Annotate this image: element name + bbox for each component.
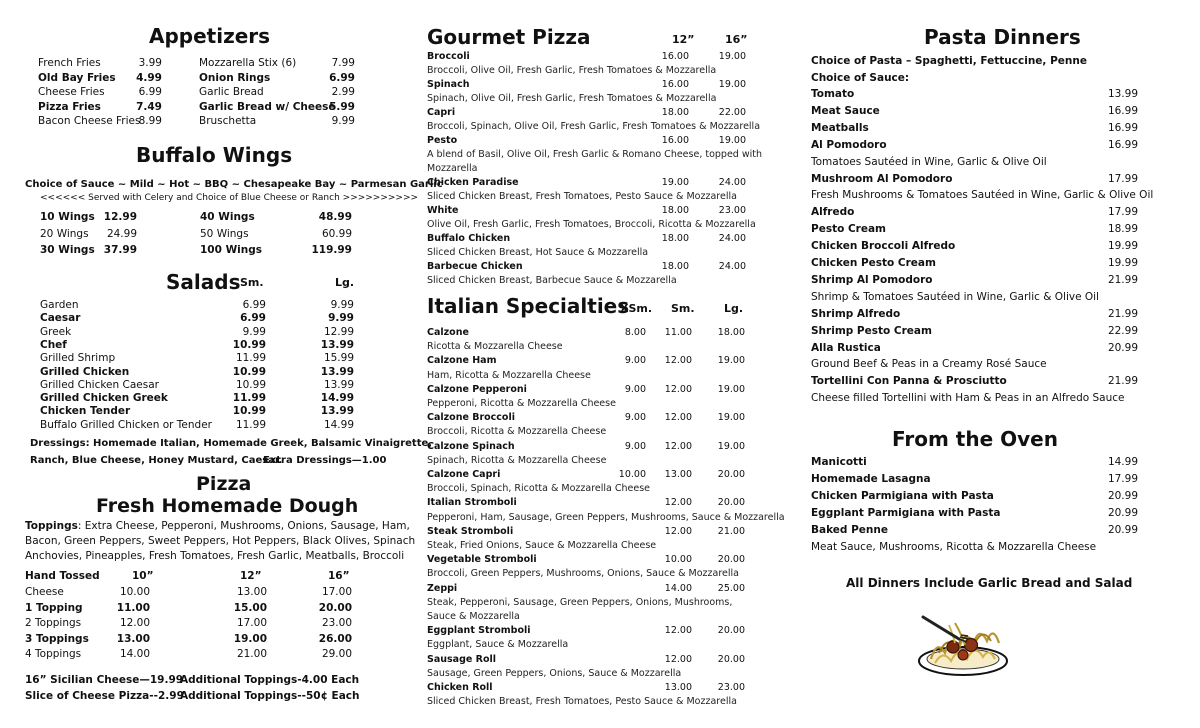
pasta-item-price: 19.99 bbox=[1107, 257, 1138, 269]
appetizer-price: 5.99 bbox=[329, 100, 355, 113]
pizza-toppings-line2: Bacon, Green Peppers, Sweet Peppers, Hot Peppers, Black Olives, Spinach bbox=[25, 535, 416, 547]
pasta-item-price: 16.99 bbox=[1107, 104, 1138, 117]
gourmet-price-12: 18.00 bbox=[661, 205, 689, 216]
italian-item-desc: Pepperoni, Ham, Sausage, Green Peppers, Mushrooms, Sauce & Mozzarella bbox=[427, 511, 785, 523]
pizza-price-16: 20.00 bbox=[318, 601, 352, 614]
salad-price-lg: 9.99 bbox=[330, 299, 354, 311]
oven-item-name: Manicotti bbox=[811, 456, 867, 468]
buffalo-wings-title: Buffalo Wings bbox=[136, 143, 293, 167]
salads-col-lg: Lg. bbox=[335, 276, 355, 289]
salads-title: Salads bbox=[166, 270, 241, 294]
pizza-price-16: 29.00 bbox=[321, 648, 352, 660]
salad-name: Greek bbox=[40, 325, 72, 338]
pizza-col-header: 10” bbox=[132, 570, 154, 582]
appetizer-name: Old Bay Fries bbox=[38, 71, 116, 84]
pasta-item-name: Meat Sauce bbox=[811, 104, 880, 117]
gourmet-price-12: 19.00 bbox=[661, 177, 689, 188]
italian-price-sm: 11.00 bbox=[664, 327, 692, 338]
italian-col-xsm: XSm. bbox=[620, 302, 653, 315]
salad-price-sm: 10.99 bbox=[232, 338, 266, 351]
toppings-text-1: : Extra Cheese, Pepperoni, Mushrooms, Onions, Sausage, Ham, bbox=[77, 520, 410, 532]
italian-item-name: Sausage Roll bbox=[427, 653, 496, 665]
salad-price-sm: 10.99 bbox=[232, 405, 266, 418]
pasta-item-name: Alla Rustica bbox=[811, 341, 881, 354]
italian-price-lg: 23.00 bbox=[717, 682, 745, 693]
pasta-item-desc: Tomatoes Sautéed in Wine, Garlic & Olive Oil bbox=[811, 155, 1047, 168]
salad-price-lg: 14.99 bbox=[320, 392, 354, 405]
sicilian-cheese: 16” Sicilian Cheese—19.99 bbox=[25, 674, 184, 686]
pizza-subtitle: Fresh Homemade Dough bbox=[96, 495, 359, 517]
pizza-price-10: 14.00 bbox=[119, 648, 150, 660]
wings-name: 10 Wings bbox=[40, 211, 95, 223]
oven-item-price: 17.99 bbox=[1107, 473, 1138, 485]
pizza-price-12: 17.00 bbox=[236, 617, 267, 629]
italian-price-sm: 12.00 bbox=[664, 412, 692, 424]
pizza-size-name: 3 Toppings bbox=[25, 632, 89, 645]
italian-item-desc: Eggplant, Sauce & Mozzarella bbox=[427, 639, 569, 651]
pasta-item-name: Tomato bbox=[811, 88, 855, 100]
pizza-price-16: 26.00 bbox=[318, 632, 352, 645]
italian-price-lg: 18.00 bbox=[717, 327, 745, 338]
slice-cheese: Slice of Cheese Pizza--2.99 bbox=[25, 690, 184, 702]
italian-price-sm: 12.00 bbox=[664, 440, 692, 452]
gourmet-price-12: 18.00 bbox=[661, 261, 689, 272]
pasta-item-price: 17.99 bbox=[1107, 172, 1138, 185]
salad-price-lg: 13.99 bbox=[320, 365, 354, 378]
italian-price-xsm: 9.00 bbox=[624, 412, 646, 424]
gourmet-item-desc: Broccoli, Spinach, Olive Oil, Fresh Garlic, Fresh Tomatoes & Mozzarella bbox=[427, 121, 761, 132]
gourmet-pizza-title: Gourmet Pizza bbox=[427, 25, 591, 49]
dinners-include-note: All Dinners Include Garlic Bread and Salad bbox=[846, 576, 1133, 590]
salad-price-lg: 12.99 bbox=[323, 325, 354, 338]
gourmet-item-desc: A blend of Basil, Olive Oil, Fresh Garlic & Romano Cheese, topped with bbox=[427, 149, 763, 160]
gourmet-item-name: White bbox=[427, 205, 459, 216]
italian-price-lg: 21.00 bbox=[717, 525, 745, 537]
appetizer-name: Cheese Fries bbox=[38, 86, 105, 98]
pizza-price-10: 12.00 bbox=[119, 617, 150, 629]
italian-price-lg: 25.00 bbox=[717, 582, 745, 594]
salad-price-lg: 13.99 bbox=[320, 338, 354, 351]
gourmet-price-12: 18.00 bbox=[661, 107, 689, 118]
italian-price-xsm: 9.00 bbox=[624, 355, 646, 367]
italian-item-name: Calzone Capri bbox=[427, 469, 501, 480]
italian-item-desc: Pepperoni, Ricotta & Mozzarella Cheese bbox=[427, 398, 616, 409]
pasta-item-name: Shrimp Alfredo bbox=[811, 307, 901, 320]
spaghetti-plate-icon bbox=[913, 603, 1025, 683]
pasta-item-price: 16.99 bbox=[1107, 138, 1138, 151]
salad-dressings-2: Ranch, Blue Cheese, Honey Mustard, Caesar. bbox=[30, 455, 283, 466]
appetizer-price: 6.99 bbox=[138, 86, 162, 98]
appetizer-name: Pizza Fries bbox=[38, 100, 101, 113]
salad-price-lg: 14.99 bbox=[323, 418, 354, 431]
gourmet-item-desc: Spinach, Olive Oil, Fresh Garlic, Fresh Tomatoes & Mozzarella bbox=[427, 93, 717, 104]
salad-price-sm: 10.99 bbox=[232, 365, 266, 378]
italian-col-lg: Lg. bbox=[724, 302, 744, 315]
italian-item-desc: Sliced Chicken Breast, Fresh Tomatoes, Pesto Sauce & Mozzarella bbox=[427, 696, 737, 708]
pizza-size-name: Cheese bbox=[25, 586, 64, 598]
appetizer-price: 6.99 bbox=[329, 71, 355, 84]
pasta-choice: Choice of Pasta – Spaghetti, Fettuccine, Penne bbox=[811, 55, 1087, 67]
salad-price-lg: 15.99 bbox=[323, 352, 354, 365]
wings-name: 20 Wings bbox=[40, 227, 89, 240]
italian-item-name: Vegetable Stromboli bbox=[427, 554, 537, 566]
pasta-item-name: Shrimp Al Pomodoro bbox=[811, 273, 933, 286]
wings-price: 37.99 bbox=[103, 244, 137, 256]
gourmet-price-12: 16.00 bbox=[661, 51, 689, 62]
italian-item-desc: Broccoli, Ricotta & Mozzarella Cheese bbox=[427, 426, 607, 438]
gourmet-item-desc: Broccoli, Olive Oil, Fresh Garlic, Fresh Tomatoes & Mozzarella bbox=[427, 65, 717, 76]
italian-price-lg: 20.00 bbox=[717, 497, 745, 509]
wings-price: 24.99 bbox=[106, 227, 137, 240]
pizza-price-16: 23.00 bbox=[321, 617, 352, 629]
appetizer-name: Garlic Bread bbox=[199, 86, 264, 98]
oven-item-name: Baked Penne bbox=[811, 524, 888, 536]
salad-name: Chef bbox=[40, 338, 67, 351]
toppings-label: Toppings bbox=[25, 520, 78, 532]
appetizer-name: French Fries bbox=[38, 57, 101, 69]
pizza-col-header: 12” bbox=[240, 570, 262, 582]
italian-item-name: Eggplant Stromboli bbox=[427, 625, 531, 637]
appetizer-name: Onion Rings bbox=[199, 71, 271, 84]
gourmet-price-12: 16.00 bbox=[661, 135, 689, 146]
salad-price-lg: 13.99 bbox=[323, 378, 354, 391]
italian-price-sm: 12.00 bbox=[664, 497, 692, 509]
italian-item-desc: Steak, Fried Onions, Sauce & Mozzarella Cheese bbox=[427, 540, 657, 551]
oven-item-price: 20.99 bbox=[1107, 524, 1138, 536]
appetizer-price: 2.99 bbox=[331, 86, 355, 98]
pizza-price-10: 13.00 bbox=[116, 632, 150, 645]
pasta-item-desc: Shrimp & Tomatoes Sautéed in Wine, Garlic & Olive Oil bbox=[811, 290, 1099, 303]
pizza-price-10: 11.00 bbox=[116, 601, 150, 614]
italian-price-lg: 20.00 bbox=[717, 653, 745, 665]
salad-dressings: Dressings: Homemade Italian, Homemade Greek, Balsamic Vinaigrette, bbox=[30, 438, 433, 449]
gourmet-price-16: 19.00 bbox=[718, 79, 746, 90]
italian-item-name: Calzone Ham bbox=[427, 355, 497, 367]
salad-price-sm: 11.99 bbox=[235, 352, 266, 365]
italian-item-desc: Broccoli, Spinach, Ricotta & Mozzarella Cheese bbox=[427, 483, 651, 495]
italian-item-desc: Sausage, Green Peppers, Onions, Sauce & Mozzarella bbox=[427, 667, 682, 679]
salad-price-sm: 6.99 bbox=[240, 312, 266, 325]
pasta-item-name: Pesto Cream bbox=[811, 223, 886, 236]
pasta-item-price: 16.99 bbox=[1107, 121, 1138, 134]
salad-extra-dressings: Extra Dressings—1.00 bbox=[263, 455, 387, 466]
italian-price-lg: 20.00 bbox=[717, 469, 745, 480]
gourmet-price-16: 19.00 bbox=[718, 135, 746, 146]
italian-price-sm: 12.00 bbox=[664, 355, 692, 367]
pizza-col-header: Hand Tossed bbox=[25, 570, 100, 582]
gourmet-col-12: 12” bbox=[672, 33, 695, 46]
gourmet-item-desc: Olive Oil, Fresh Garlic, Fresh Tomatoes, Broccoli, Ricotta & Mozzarella bbox=[427, 219, 756, 230]
italian-item-name: Calzone Broccoli bbox=[427, 412, 515, 424]
salads-col-sm: Sm. bbox=[240, 276, 264, 289]
wings-sauce-choices: Choice of Sauce ~ Mild ~ Hot ~ BBQ ~ Chesapeake Bay ~ Parmesan Garlic bbox=[25, 179, 443, 190]
gourmet-price-16: 19.00 bbox=[718, 51, 746, 62]
appetizers-title: Appetizers bbox=[149, 24, 271, 48]
salad-price-sm: 10.99 bbox=[235, 378, 266, 391]
wings-price: 60.99 bbox=[321, 227, 352, 240]
pasta-item-name: Meatballs bbox=[811, 121, 869, 134]
gourmet-price-16: 24.00 bbox=[718, 177, 746, 188]
appetizer-name: Bruschetta bbox=[199, 115, 257, 127]
oven-item-price: 14.99 bbox=[1107, 456, 1138, 468]
wings-price: 48.99 bbox=[318, 211, 352, 223]
appetizer-price: 7.99 bbox=[331, 57, 355, 69]
wings-name: 30 Wings bbox=[40, 244, 95, 256]
pasta-item-name: Shrimp Pesto Cream bbox=[811, 324, 932, 337]
gourmet-item-desc: Mozzarella bbox=[427, 163, 478, 174]
pasta-item-price: 21.99 bbox=[1107, 375, 1138, 388]
gourmet-item-name: Capri bbox=[427, 107, 456, 118]
italian-item-desc: Spinach, Ricotta & Mozzarella Cheese bbox=[427, 454, 607, 466]
italian-price-sm: 12.00 bbox=[664, 383, 692, 395]
italian-price-lg: 19.00 bbox=[717, 383, 745, 395]
appetizer-price: 9.99 bbox=[331, 115, 355, 127]
pizza-title: Pizza bbox=[196, 473, 252, 495]
italian-price-xsm: 8.00 bbox=[624, 327, 646, 338]
pasta-item-price: 19.99 bbox=[1107, 240, 1138, 253]
salad-price-sm: 11.99 bbox=[232, 392, 266, 405]
gourmet-price-16: 24.00 bbox=[718, 261, 746, 272]
additional-toppings-1: Additional Toppings-4.00 Each bbox=[180, 674, 360, 686]
salad-price-lg: 13.99 bbox=[320, 405, 354, 418]
italian-item-desc: Steak, Pepperoni, Sausage, Green Peppers, Onions, Mushrooms, bbox=[427, 596, 733, 608]
gourmet-price-12: 16.00 bbox=[661, 79, 689, 90]
gourmet-col-16: 16” bbox=[725, 33, 748, 46]
gourmet-item-name: Pesto bbox=[427, 135, 458, 146]
appetizer-name: Mozzarella Stix (6) bbox=[199, 57, 297, 69]
italian-price-xsm: 9.00 bbox=[624, 383, 646, 395]
salad-price-sm: 11.99 bbox=[235, 418, 266, 431]
italian-price-sm: 12.00 bbox=[664, 525, 692, 537]
italian-item-name: Zeppi bbox=[427, 582, 458, 594]
pasta-item-name: Mushroom Al Pomodoro bbox=[811, 172, 953, 185]
pasta-item-price: 21.99 bbox=[1107, 307, 1138, 320]
italian-item-name: Chicken Roll bbox=[427, 682, 493, 693]
pasta-item-desc: Fresh Mushrooms & Tomatoes Sautéed in Wine, Garlic & Olive Oil bbox=[811, 189, 1154, 202]
pizza-toppings-line1 bbox=[25, 520, 410, 533]
pizza-size-name: 4 Toppings bbox=[25, 648, 82, 660]
italian-item-name: Calzone Pepperoni bbox=[427, 383, 527, 395]
pasta-dinners-title: Pasta Dinners bbox=[924, 25, 1081, 49]
salad-name: Garden bbox=[40, 299, 79, 311]
pizza-toppings-line3: Anchovies, Pineapples, Fresh Tomatoes, Fresh Garlic, Meatballs, Broccoli bbox=[25, 550, 405, 562]
italian-price-sm: 13.00 bbox=[664, 682, 692, 693]
italian-price-sm: 14.00 bbox=[664, 582, 692, 594]
italian-price-lg: 19.00 bbox=[717, 412, 745, 424]
pizza-size-name: 2 Toppings bbox=[25, 617, 82, 629]
pasta-item-price: 21.99 bbox=[1107, 273, 1138, 286]
italian-price-lg: 19.00 bbox=[717, 440, 745, 452]
gourmet-item-name: Barbecue Chicken bbox=[427, 261, 523, 272]
pizza-price-12: 21.00 bbox=[236, 648, 267, 660]
italian-price-xsm: 9.00 bbox=[624, 440, 646, 452]
italian-price-lg: 20.00 bbox=[717, 625, 745, 637]
from-the-oven-title: From the Oven bbox=[892, 427, 1058, 451]
salad-name: Grilled Chicken Greek bbox=[40, 392, 168, 405]
italian-price-sm: 12.00 bbox=[664, 653, 692, 665]
oven-item-name: Chicken Parmigiana with Pasta bbox=[811, 490, 994, 502]
gourmet-price-16: 23.00 bbox=[718, 205, 746, 216]
italian-item-name: Calzone bbox=[427, 327, 469, 338]
salad-name: Grilled Chicken bbox=[40, 365, 130, 378]
italian-col-sm: Sm. bbox=[671, 302, 695, 315]
gourmet-item-name: Buffalo Chicken bbox=[427, 233, 511, 244]
gourmet-item-desc: Sliced Chicken Breast, Barbecue Sauce & Mozzarella bbox=[427, 275, 677, 286]
oven-item-price: 20.99 bbox=[1107, 490, 1138, 502]
pasta-item-name: Chicken Pesto Cream bbox=[811, 257, 936, 269]
wings-price: 119.99 bbox=[311, 244, 352, 256]
wings-price: 12.99 bbox=[103, 211, 137, 223]
additional-toppings-2: Additional Toppings--50¢ Each bbox=[180, 690, 360, 702]
wings-name: 50 Wings bbox=[200, 227, 249, 240]
pasta-item-price: 20.99 bbox=[1107, 341, 1138, 354]
pizza-price-10: 10.00 bbox=[119, 586, 150, 598]
italian-item-desc: Sauce & Mozzarella bbox=[427, 611, 520, 622]
italian-price-lg: 19.00 bbox=[717, 355, 745, 367]
pasta-item-name: Alfredo bbox=[811, 206, 855, 219]
salad-name: Buffalo Grilled Chicken or Tender bbox=[40, 418, 212, 431]
gourmet-price-12: 18.00 bbox=[661, 233, 689, 244]
salad-name: Chicken Tender bbox=[40, 405, 131, 418]
pizza-size-name: 1 Topping bbox=[25, 601, 83, 614]
gourmet-item-desc: Sliced Chicken Breast, Hot Sauce & Mozzarella bbox=[427, 247, 649, 258]
salad-price-sm: 6.99 bbox=[242, 299, 266, 311]
pizza-price-12: 15.00 bbox=[233, 601, 267, 614]
wings-name: 40 Wings bbox=[200, 211, 255, 223]
salad-name: Grilled Chicken Caesar bbox=[40, 378, 159, 391]
pizza-col-header: 16” bbox=[328, 570, 350, 582]
italian-item-name: Calzone Spinach bbox=[427, 440, 515, 452]
oven-item-price: 20.99 bbox=[1107, 507, 1138, 519]
italian-price-lg: 20.00 bbox=[717, 554, 745, 566]
oven-item-name: Homemade Lasagna bbox=[811, 473, 931, 485]
salad-price-lg: 9.99 bbox=[328, 312, 354, 325]
pizza-price-16: 17.00 bbox=[321, 586, 352, 598]
italian-item-desc: Ham, Ricotta & Mozzarella Cheese bbox=[427, 369, 591, 381]
italian-item-desc: Ricotta & Mozzarella Cheese bbox=[427, 341, 563, 353]
gourmet-price-16: 22.00 bbox=[718, 107, 746, 118]
pasta-item-name: Al Pomodoro bbox=[811, 138, 887, 151]
salad-name: Grilled Shrimp bbox=[40, 352, 116, 365]
italian-price-sm: 10.00 bbox=[664, 554, 692, 566]
appetizer-name: Garlic Bread w/ Cheese bbox=[199, 100, 336, 113]
gourmet-item-name: Chicken Paradise bbox=[427, 177, 519, 188]
baked-penne-desc: Meat Sauce, Mushrooms, Ricotta & Mozzarella Cheese bbox=[811, 541, 1097, 553]
italian-price-xsm: 10.00 bbox=[618, 469, 646, 480]
italian-specialties-title: Italian Specialties bbox=[427, 294, 630, 318]
appetizer-name: Bacon Cheese Fries bbox=[38, 115, 141, 127]
pasta-item-price: 17.99 bbox=[1107, 206, 1138, 219]
pasta-item-desc: Ground Beef & Peas in a Creamy Rosé Sauce bbox=[811, 358, 1047, 371]
gourmet-item-desc: Sliced Chicken Breast, Fresh Tomatoes, Pesto Sauce & Mozzarella bbox=[427, 191, 737, 202]
wings-name: 100 Wings bbox=[200, 244, 262, 256]
pasta-item-price: 13.99 bbox=[1107, 88, 1138, 100]
italian-item-name: Steak Stromboli bbox=[427, 525, 514, 537]
salad-name: Caesar bbox=[40, 312, 81, 325]
oven-item-name: Eggplant Parmigiana with Pasta bbox=[811, 507, 1001, 519]
pasta-item-desc: Cheese filled Tortellini with Ham & Peas in an Alfredo Sauce bbox=[811, 392, 1125, 405]
pizza-price-12: 13.00 bbox=[236, 586, 267, 598]
wings-served-with: <<<<<< Served with Celery and Choice of Blue Cheese or Ranch >>>>>>>>>> bbox=[40, 193, 419, 203]
pasta-item-name: Tortellini Con Panna & Prosciutto bbox=[811, 375, 1007, 388]
salad-price-sm: 9.99 bbox=[242, 325, 266, 338]
pasta-item-price: 22.99 bbox=[1107, 324, 1138, 337]
appetizer-price: 8.99 bbox=[138, 115, 162, 127]
italian-item-name: Italian Stromboli bbox=[427, 497, 517, 509]
appetizer-price: 3.99 bbox=[138, 57, 162, 69]
gourmet-price-16: 24.00 bbox=[718, 233, 746, 244]
gourmet-item-name: Spinach bbox=[427, 79, 470, 90]
gourmet-item-name: Broccoli bbox=[427, 51, 470, 62]
appetizer-price: 7.49 bbox=[136, 100, 162, 113]
pasta-item-price: 18.99 bbox=[1107, 223, 1138, 236]
italian-price-sm: 12.00 bbox=[664, 625, 692, 637]
pasta-item-name: Chicken Broccoli Alfredo bbox=[811, 240, 956, 253]
pizza-price-12: 19.00 bbox=[233, 632, 267, 645]
appetizer-price: 4.99 bbox=[136, 71, 162, 84]
sauce-choice: Choice of Sauce: bbox=[811, 72, 910, 84]
italian-item-desc: Broccoli, Green Peppers, Mushrooms, Onions, Sauce & Mozzarella bbox=[427, 568, 739, 580]
italian-price-sm: 13.00 bbox=[664, 469, 692, 480]
